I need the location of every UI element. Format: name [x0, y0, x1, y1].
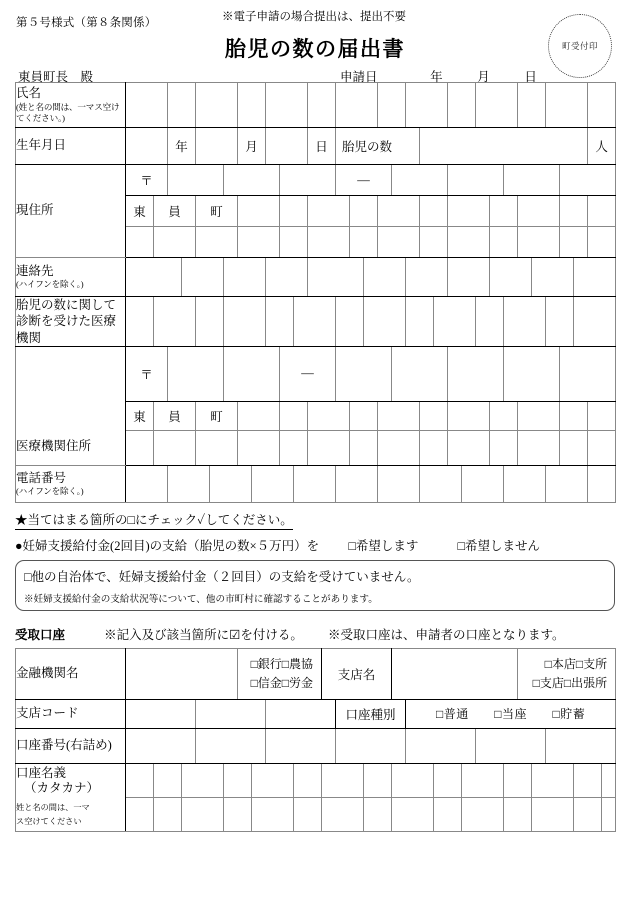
hospital-address-label-cell [16, 346, 126, 465]
telephone-cell[interactable] [294, 465, 336, 502]
address-label: 現住所 [16, 203, 54, 218]
hospital-cell[interactable] [406, 297, 434, 347]
contact-cell[interactable] [308, 258, 364, 297]
hospital-cell[interactable] [504, 297, 546, 347]
branch-code-label-cell [16, 699, 126, 728]
account-name-cell[interactable] [126, 763, 154, 797]
postal-cell[interactable] [504, 165, 560, 196]
address-cell[interactable] [280, 227, 308, 258]
name-cell[interactable] [476, 83, 518, 128]
postal-cell[interactable] [392, 165, 448, 196]
application-day-label: 日 [524, 70, 537, 84]
telephone-cell[interactable] [126, 465, 168, 502]
address-cell[interactable] [420, 196, 448, 227]
address-cell[interactable] [588, 196, 616, 227]
account-number-cell[interactable] [126, 728, 196, 763]
hospital-address-cell[interactable] [420, 401, 448, 430]
account-number-cell[interactable] [476, 728, 546, 763]
birth-day-unit: 日 [308, 128, 336, 165]
hospital-postal-cell[interactable] [560, 346, 616, 401]
account-number-cell[interactable] [336, 728, 406, 763]
telephone-sublabel: (ハイフンを除く。) [16, 486, 84, 497]
address-cell[interactable] [308, 227, 350, 258]
address-cell[interactable] [588, 227, 616, 258]
hospital-cell[interactable] [154, 297, 196, 347]
birth-month-unit: 月 [238, 128, 266, 165]
account-type-label: 口座種別 [336, 699, 406, 728]
institution-label-cell [16, 648, 126, 699]
declaration-note: ※妊婦支援給付金の支給状況等について、他の市町村に確認することがあります。 [24, 593, 378, 605]
town-char-1: 東 [126, 401, 154, 430]
hospital-postal-cell[interactable] [224, 346, 280, 401]
telephone-cell[interactable] [588, 465, 616, 502]
hospital-address-label: 医療機関住所 [16, 439, 92, 454]
branch-type-line2[interactable]: □支店□出張所 [532, 675, 608, 690]
telephone-cell[interactable] [210, 465, 252, 502]
hospital-cell[interactable] [196, 297, 224, 347]
benefit-option-no[interactable]: □希望しません [457, 538, 541, 553]
address-cell[interactable] [238, 196, 280, 227]
hospital-address-cell[interactable] [238, 430, 280, 465]
hospital-address-cell[interactable] [350, 430, 378, 465]
hospital-cell[interactable] [126, 297, 154, 347]
contact-cell[interactable] [574, 258, 616, 297]
institution-label: 金融機関名 [16, 665, 79, 680]
account-name-cell[interactable] [294, 797, 322, 831]
instructions-block [15, 510, 615, 611]
applicant-table [15, 82, 616, 503]
address-cell[interactable] [196, 227, 238, 258]
birthdate-label-cell [16, 128, 126, 165]
postal-cell[interactable] [560, 165, 616, 196]
hospital-address-cell[interactable] [308, 401, 350, 430]
hospital-cell[interactable] [336, 297, 364, 347]
reception-stamp-label: 町受付印 [561, 41, 598, 51]
name-cell[interactable] [546, 83, 588, 128]
institution-type-line2[interactable]: □信金□労金 [250, 675, 314, 690]
telephone-label: 電話番号 [16, 470, 67, 485]
address-cell[interactable] [308, 196, 350, 227]
account-name-cell[interactable] [252, 797, 294, 831]
hospital-address-cell[interactable] [378, 430, 420, 465]
name-cell[interactable] [378, 83, 406, 128]
address-cell[interactable] [490, 196, 518, 227]
telephone-cell[interactable] [420, 465, 462, 502]
account-number-label: 口座番号(右詰め) [16, 737, 112, 752]
hospital-label-cell [16, 297, 126, 347]
address-cell[interactable] [518, 227, 560, 258]
benefit-request-text: ●妊婦支援給付金(2回目)の支給（胎児の数×５万円）を [15, 538, 320, 553]
telephone-cell[interactable] [504, 465, 546, 502]
branch-label: 支店名 [322, 648, 392, 699]
account-name-cell[interactable] [392, 763, 434, 797]
birth-year-unit: 年 [168, 128, 196, 165]
telephone-cell[interactable] [336, 465, 378, 502]
telephone-cell[interactable] [168, 465, 210, 502]
hospital-address-cell[interactable] [490, 430, 518, 465]
postal-cell[interactable] [168, 165, 224, 196]
table-row-account-name-1 [16, 763, 616, 797]
hospital-postal-cell[interactable] [392, 346, 448, 401]
address-cell[interactable] [560, 196, 588, 227]
hospital-address-cell[interactable] [448, 430, 490, 465]
account-name-cell[interactable] [434, 763, 462, 797]
hospital-cell[interactable] [546, 297, 574, 347]
address-cell[interactable] [490, 227, 518, 258]
address-cell[interactable] [378, 196, 420, 227]
fetus-count-input[interactable] [420, 128, 588, 165]
table-row-name [16, 83, 616, 128]
town-char-3: 町 [196, 196, 238, 227]
form-number: 第５号様式（第８条関係） [16, 17, 157, 29]
hospital-address-cell[interactable] [196, 430, 238, 465]
account-name-cell[interactable] [364, 763, 392, 797]
hospital-address-cell[interactable] [238, 401, 280, 430]
name-cell[interactable] [266, 83, 308, 128]
branch-code-cell[interactable] [196, 699, 266, 728]
name-label: 氏名 [16, 86, 42, 101]
hospital-address-cell[interactable] [126, 430, 154, 465]
account-type-ordinary[interactable]: □普通 [435, 707, 469, 722]
hospital-address-cell[interactable] [280, 401, 308, 430]
institution-name-input[interactable] [126, 648, 238, 699]
account-name-cell[interactable] [294, 763, 322, 797]
table-row-institution [16, 648, 616, 699]
postal-dash: — [336, 165, 392, 196]
birth-year-input[interactable] [126, 128, 168, 165]
fetus-count-unit: 人 [588, 128, 616, 165]
account-number-cell[interactable] [196, 728, 266, 763]
contact-cell[interactable] [364, 258, 406, 297]
benefit-option-yes[interactable]: □希望します [348, 538, 419, 553]
hospital-address-cell[interactable] [560, 430, 588, 465]
account-name-cell[interactable] [574, 763, 602, 797]
table-row-address-postal [16, 165, 616, 196]
hospital-address-cell[interactable] [280, 430, 308, 465]
branch-code-cell[interactable] [126, 699, 196, 728]
account-type-current[interactable]: □当座 [494, 707, 527, 722]
account-name-cell[interactable] [224, 797, 252, 831]
table-row-contact [16, 258, 616, 297]
branch-type-line1[interactable]: □本店□支所 [544, 657, 608, 672]
birth-month-input[interactable] [196, 128, 238, 165]
hospital-address-cell[interactable] [350, 401, 378, 430]
hospital-postal-cell[interactable] [504, 346, 560, 401]
hospital-address-cell[interactable] [378, 401, 420, 430]
birthdate-label: 生年月日 [16, 138, 67, 153]
contact-sublabel: (ハイフンを除く。) [16, 279, 84, 290]
postal-mark: 〒 [126, 165, 168, 196]
hospital-address-cell[interactable] [420, 430, 448, 465]
page-title: 胎児の数の届出書 [225, 37, 405, 61]
postal-dash: — [280, 346, 336, 401]
contact-cell[interactable] [266, 258, 308, 297]
account-name-cell[interactable] [532, 763, 574, 797]
hospital-address-cell[interactable] [518, 430, 560, 465]
declaration-box [15, 560, 615, 611]
account-name-cell[interactable] [224, 763, 252, 797]
account-name-cell[interactable] [504, 797, 532, 831]
table-row-account-number [16, 728, 616, 763]
application-date-label: 申請日 [340, 70, 378, 84]
hospital-cell[interactable] [266, 297, 294, 347]
account-name-label: 口座名義 [16, 765, 67, 780]
account-name-cell[interactable] [126, 797, 154, 831]
contact-label: 連絡先 [16, 263, 54, 278]
bank-section-title: 受取口座 [15, 627, 66, 642]
account-name-cell[interactable] [462, 797, 504, 831]
address-cell[interactable] [518, 196, 560, 227]
account-name-cell[interactable] [504, 763, 532, 797]
hospital-address-cell[interactable] [308, 430, 350, 465]
town-char-3: 町 [196, 401, 238, 430]
hospital-cell[interactable] [294, 297, 336, 347]
bank-note-2: ※受取口座は、申請者の口座となります。 [327, 627, 565, 642]
address-cell[interactable] [238, 227, 280, 258]
hospital-cell[interactable] [574, 297, 616, 347]
account-name-cell[interactable] [364, 797, 392, 831]
telephone-cell[interactable] [378, 465, 420, 502]
account-name-cell[interactable] [462, 763, 504, 797]
name-cell[interactable] [588, 83, 616, 128]
account-name-cell[interactable] [322, 797, 364, 831]
account-name-cell[interactable] [574, 797, 602, 831]
contact-cell[interactable] [224, 258, 266, 297]
address-cell[interactable] [280, 196, 308, 227]
name-cell[interactable] [336, 83, 378, 128]
hospital-address-cell[interactable] [518, 401, 560, 430]
name-cell[interactable] [238, 83, 266, 128]
hospital-cell[interactable] [224, 297, 266, 347]
name-cell[interactable] [168, 83, 196, 128]
name-cell[interactable] [308, 83, 336, 128]
application-month-label: 月 [477, 70, 490, 84]
address-cell[interactable] [154, 227, 196, 258]
town-char-2: 員 [154, 196, 196, 227]
addressee-label: 東員町長 殿 [18, 70, 94, 84]
account-name-cell[interactable] [252, 763, 294, 797]
name-sublabel: (姓と名の間は、一マス空けてください。) [16, 102, 120, 123]
bank-account-table [15, 648, 616, 832]
telephone-cell[interactable] [462, 465, 504, 502]
fetus-count-label: 胎児の数 [336, 128, 420, 165]
account-number-cell[interactable] [406, 728, 476, 763]
name-label-cell [16, 83, 126, 128]
bank-note-1: ※記入及び該当箇所に☑を付ける。 [104, 627, 303, 642]
town-char-2: 員 [154, 401, 196, 430]
institution-type-line1[interactable]: □銀行□農協 [250, 657, 314, 672]
account-name-cell[interactable] [392, 797, 434, 831]
address-cell[interactable] [126, 227, 154, 258]
contact-cell[interactable] [448, 258, 490, 297]
name-cell[interactable] [518, 83, 546, 128]
table-row-birthdate [16, 128, 616, 165]
account-name-cell[interactable] [154, 797, 182, 831]
table-row-hospital-postal [16, 346, 616, 401]
hospital-label: 胎児の数に関して診断を受けた医療機関 [16, 298, 117, 345]
telephone-cell[interactable] [546, 465, 588, 502]
name-cell[interactable] [126, 83, 168, 128]
address-cell[interactable] [448, 227, 490, 258]
town-char-1: 東 [126, 196, 154, 227]
account-name-cell[interactable] [602, 797, 616, 831]
account-name-cell[interactable] [154, 763, 182, 797]
account-name-cell[interactable] [434, 797, 462, 831]
address-cell[interactable] [350, 227, 378, 258]
declaration-checkbox-line[interactable]: □他の自治体で、妊婦支援給付金（２回目）の支給を受けていません。 [24, 569, 420, 584]
table-row-telephone [16, 465, 616, 502]
account-name-label-cell [16, 763, 126, 831]
postal-mark: 〒 [126, 346, 168, 401]
check-instruction: ★当てはまる箇所の□にチェック✓してください。 [15, 510, 293, 530]
address-cell[interactable] [350, 196, 378, 227]
branch-code-cell[interactable] [266, 699, 336, 728]
branch-name-input[interactable] [392, 648, 518, 699]
hospital-postal-cell[interactable] [168, 346, 224, 401]
name-cell[interactable] [406, 83, 448, 128]
bank-section-header [15, 625, 615, 643]
hospital-address-cell[interactable] [588, 430, 616, 465]
account-name-sub-1: 姓と名の間は、一マ [16, 802, 90, 812]
contact-cell[interactable] [490, 258, 532, 297]
account-name-sub-2: ス空けてください [16, 816, 82, 826]
postal-cell[interactable] [280, 165, 336, 196]
hospital-postal-cell[interactable] [448, 346, 504, 401]
branch-type-cell[interactable] [518, 648, 616, 699]
account-number-label-cell [16, 728, 126, 763]
application-year-label: 年 [430, 70, 443, 84]
address-cell[interactable] [378, 227, 420, 258]
hospital-address-cell[interactable] [588, 401, 616, 430]
table-row-hospital [16, 297, 616, 347]
account-type-savings[interactable]: □貯蓄 [552, 707, 586, 722]
institution-type-cell[interactable] [238, 648, 322, 699]
account-type-options[interactable] [406, 699, 616, 728]
contact-cell[interactable] [182, 258, 224, 297]
application-date-row [340, 67, 537, 85]
telephone-cell[interactable] [252, 465, 294, 502]
telephone-label-cell [16, 465, 126, 502]
hospital-cell[interactable] [434, 297, 476, 347]
check-instruction-wrap [15, 510, 615, 530]
account-name-cell[interactable] [182, 763, 224, 797]
hospital-address-cell[interactable] [490, 401, 518, 430]
table-row-branch-code [16, 699, 616, 728]
form-header [0, 0, 630, 82]
account-name-cell[interactable] [602, 763, 616, 797]
hospital-cell[interactable] [364, 297, 406, 347]
address-label-cell [16, 165, 126, 258]
postal-cell[interactable] [448, 165, 504, 196]
contact-cell[interactable] [406, 258, 448, 297]
contact-label-cell [16, 258, 126, 297]
account-name-label-2: （カタカナ） [24, 781, 100, 796]
hospital-postal-cell[interactable] [336, 346, 392, 401]
account-name-cell[interactable] [182, 797, 224, 831]
benefit-request-line [15, 536, 615, 554]
account-name-cell[interactable] [322, 763, 364, 797]
hospital-address-cell[interactable] [448, 401, 490, 430]
hospital-address-cell[interactable] [560, 401, 588, 430]
reception-stamp-circle [548, 14, 612, 78]
birth-day-input[interactable] [266, 128, 308, 165]
account-number-cell[interactable] [546, 728, 616, 763]
electronic-submission-note: ※電子申請の場合提出は、提出不要 [222, 11, 406, 23]
branch-code-label: 支店コード [16, 705, 79, 720]
postal-cell[interactable] [224, 165, 280, 196]
account-number-cell[interactable] [266, 728, 336, 763]
account-name-cell[interactable] [532, 797, 574, 831]
name-cell[interactable] [196, 83, 238, 128]
contact-cell[interactable] [532, 258, 574, 297]
address-cell[interactable] [420, 227, 448, 258]
hospital-cell[interactable] [476, 297, 504, 347]
name-cell[interactable] [448, 83, 476, 128]
hospital-address-cell[interactable] [154, 430, 196, 465]
address-cell[interactable] [448, 196, 490, 227]
contact-cell[interactable] [126, 258, 182, 297]
address-cell[interactable] [560, 227, 588, 258]
